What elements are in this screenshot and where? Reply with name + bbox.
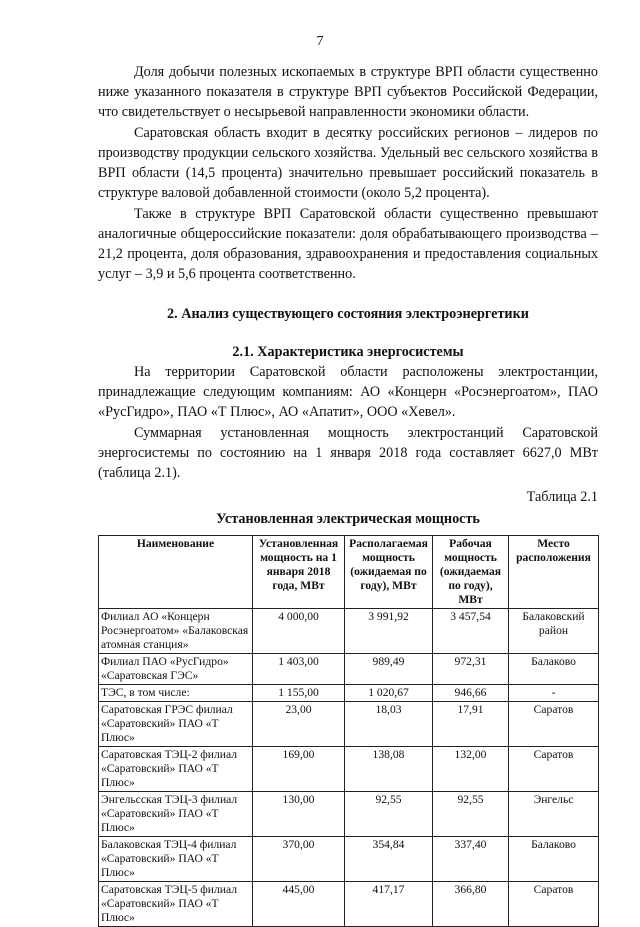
- cell-working: 92,55: [433, 792, 509, 837]
- cell-working: 337,40: [433, 837, 509, 882]
- cell-installed: 130,00: [253, 792, 345, 837]
- column-header: Установленная мощность на 1 января 2018 года, МВт: [253, 536, 345, 609]
- cell-location: Балаково: [509, 654, 599, 685]
- table-header-row: [99, 536, 599, 609]
- table-row: [99, 702, 599, 747]
- cell-installed: 23,00: [253, 702, 345, 747]
- column-header: Рабочая мощность (ожидаемая по году), МВт: [433, 536, 509, 609]
- cell-available: 989,49: [345, 654, 433, 685]
- section-title: 2. Анализ существующего состояния электроэнергетики: [167, 306, 529, 322]
- cell-working: 972,31: [433, 654, 509, 685]
- cell-name: Филиал АО «Концерн Росэнергоатом» «Балаковская атомная станция»: [99, 609, 253, 654]
- cell-name: Саратовская ТЭЦ-5 филиал «Саратовский» ПАО «Т Плюс»: [99, 882, 253, 927]
- cell-location: Энгельс: [509, 792, 599, 837]
- cell-available: 138,08: [345, 747, 433, 792]
- cell-location: Саратов: [509, 747, 599, 792]
- column-header: Место расположения: [509, 536, 599, 609]
- cell-available: 417,17: [345, 882, 433, 927]
- cell-installed: 4 000,00: [253, 609, 345, 654]
- cell-location: Саратов: [509, 882, 599, 927]
- cell-available: 354,84: [345, 837, 433, 882]
- cell-available: 1 020,67: [345, 685, 433, 702]
- column-header: Располагаемая мощность (ожидаемая по году), МВт: [345, 536, 433, 609]
- table-row: [99, 792, 599, 837]
- document-body: [98, 62, 598, 927]
- column-header: Наименование: [99, 536, 253, 609]
- cell-name: Балаковская ТЭЦ-4 филиал «Саратовский» ПАО «Т Плюс»: [99, 837, 253, 882]
- cell-working: 3 457,54: [433, 609, 509, 654]
- table-title: Установленная электрическая мощность: [216, 511, 480, 527]
- paragraph: Саратовская область входит в десятку российских регионов – лидеров по производству продукции сельского хозяйства. Удельный вес сельского хозяйства в ВРП области (14,5 процента) значительно превышает российский показатель в структуре валовой добавленной стоимости (около 5,2 процента).: [98, 125, 598, 201]
- table-row: [99, 685, 599, 702]
- table-row: [99, 837, 599, 882]
- paragraph: На территории Саратовской области расположены электростанции, принадлежащие следующим компаниям: АО «Концерн «Росэнергоатом», ПАО «РусГидро», ПАО «Т Плюс», АО «Апатит», ООО «Хевел».: [98, 364, 598, 420]
- cell-name: Саратовская ТЭЦ-2 филиал «Саратовский» ПАО «Т Плюс»: [99, 747, 253, 792]
- cell-location: -: [509, 685, 599, 702]
- cell-location: Балаково: [509, 837, 599, 882]
- cell-available: 18,03: [345, 702, 433, 747]
- page-number: 7: [316, 34, 324, 49]
- capacity-table: [98, 535, 599, 927]
- cell-installed: 370,00: [253, 837, 345, 882]
- cell-name: Энгельсская ТЭЦ-3 филиал «Саратовский» ПАО «Т Плюс»: [99, 792, 253, 837]
- paragraph: Также в структуре ВРП Саратовской области существенно превышают аналогичные общероссийские показатели: доля обрабатывающего производства – 21,2 процента, доля образования, здравоохранения и предоставления социальных услуг – 3,9 и 5,6 процента соответственно.: [98, 206, 598, 282]
- cell-installed: 169,00: [253, 747, 345, 792]
- cell-working: 366,80: [433, 882, 509, 927]
- cell-installed: 1 155,00: [253, 685, 345, 702]
- subsection-title: 2.1. Характеристика энергосистемы: [232, 344, 464, 360]
- cell-available: 3 991,92: [345, 609, 433, 654]
- paragraph: Доля добычи полезных ископаемых в структуре ВРП области существенно ниже указанного показателя в структуре ВРП субъектов Российской Федерации, что свидетельствует о несырьевой направленности экономики области.: [98, 64, 598, 120]
- cell-working: 132,00: [433, 747, 509, 792]
- paragraph: Суммарная установленная мощность электростанций Саратовской энергосистемы по состоянию на 1 января 2018 года составляет 6627,0 МВт (таблица 2.1).: [98, 425, 598, 481]
- cell-installed: 1 403,00: [253, 654, 345, 685]
- table-row: [99, 882, 599, 927]
- cell-name: Филиал ПАО «РусГидро» «Саратовская ГЭС»: [99, 654, 253, 685]
- cell-name: ТЭС, в том числе:: [99, 685, 253, 702]
- cell-location: Балаковский район: [509, 609, 599, 654]
- cell-name: Саратовская ГРЭС филиал «Саратовский» ПАО «Т Плюс»: [99, 702, 253, 747]
- cell-installed: 445,00: [253, 882, 345, 927]
- table-row: [99, 609, 599, 654]
- table-label: Таблица 2.1: [526, 489, 598, 505]
- table-row: [99, 747, 599, 792]
- cell-working: 946,66: [433, 685, 509, 702]
- cell-working: 17,91: [433, 702, 509, 747]
- cell-location: Саратов: [509, 702, 599, 747]
- cell-available: 92,55: [345, 792, 433, 837]
- table-row: [99, 654, 599, 685]
